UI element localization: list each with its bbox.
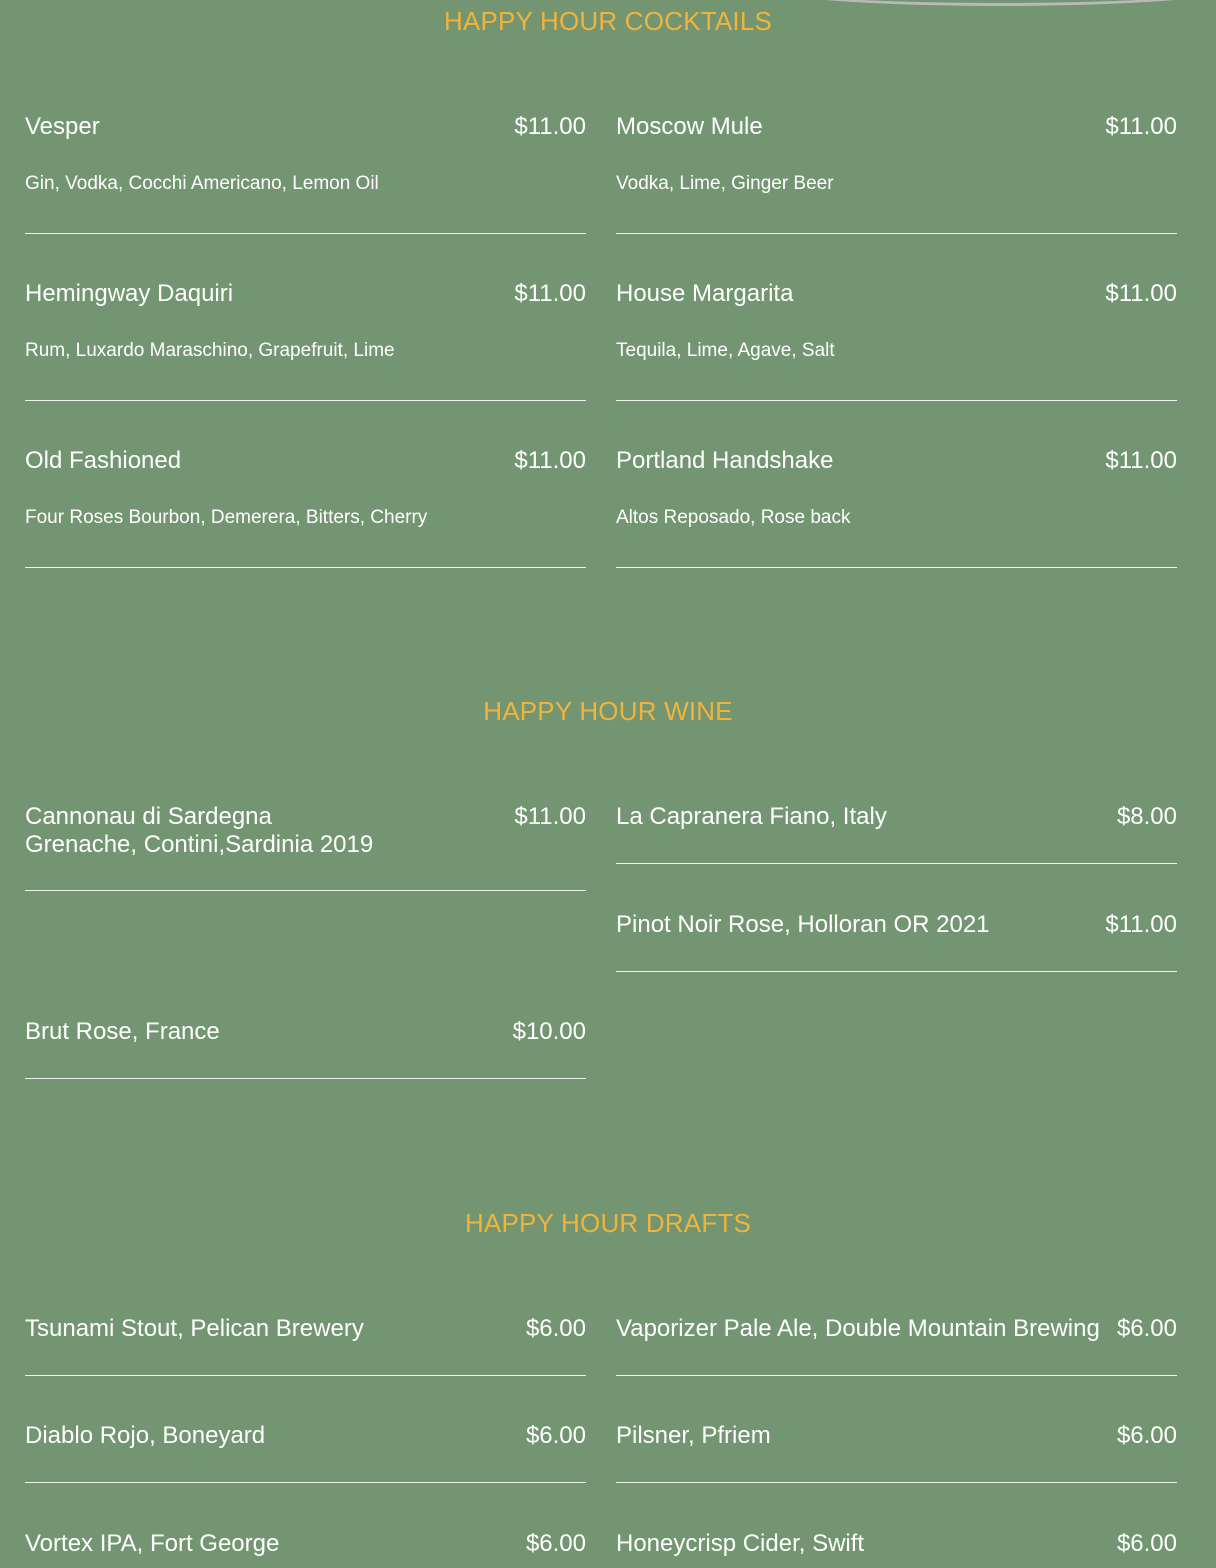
menu-item-honeycrisp-cider bbox=[616, 1530, 1177, 1568]
item-price: $6.00 bbox=[1116, 1422, 1177, 1449]
menu-item-moscow-mule bbox=[616, 113, 1177, 234]
item-price: $6.00 bbox=[525, 1315, 586, 1342]
menu-item-la-capranera-fiano bbox=[616, 803, 1177, 864]
menu-item-brut-rose bbox=[25, 1018, 586, 1079]
item-name: Old Fashioned bbox=[25, 447, 182, 474]
item-price: $11.00 bbox=[1105, 911, 1177, 938]
item-name: Tsunami Stout, Pelican Brewery bbox=[25, 1315, 364, 1342]
item-name: Pinot Noir Rose, Holloran OR 2021 bbox=[616, 911, 990, 938]
item-price: $6.00 bbox=[1116, 1315, 1177, 1342]
menu-item-hemingway-daquiri bbox=[25, 280, 586, 401]
item-price: $11.00 bbox=[514, 113, 586, 140]
menu-item-vaporizer-pale-ale bbox=[616, 1315, 1177, 1376]
menu-item-house-margarita bbox=[616, 280, 1177, 401]
item-price: $11.00 bbox=[514, 280, 586, 307]
menu-item-diablo-rojo bbox=[25, 1422, 586, 1483]
item-price: $6.00 bbox=[1116, 1530, 1177, 1557]
item-name: House Margarita bbox=[616, 280, 794, 307]
item-name: Brut Rose, France bbox=[25, 1018, 220, 1045]
item-name: Vaporizer Pale Ale, Double Mountain Brewing bbox=[616, 1315, 1100, 1342]
item-name: Cannonau di Sardegna Grenache, Contini,Sardinia 2019 bbox=[25, 803, 374, 858]
item-description: Vodka, Lime, Ginger Beer bbox=[616, 173, 834, 194]
item-name: Portland Handshake bbox=[616, 447, 834, 474]
item-name: Diablo Rojo, Boneyard bbox=[25, 1422, 266, 1449]
item-name: Vesper bbox=[25, 113, 100, 140]
menu-item-pilsner bbox=[616, 1422, 1177, 1483]
menu-item-portland-handshake bbox=[616, 447, 1177, 568]
item-price: $11.00 bbox=[514, 803, 586, 830]
item-price: $8.00 bbox=[1116, 803, 1177, 830]
item-name: La Capranera Fiano, Italy bbox=[616, 803, 887, 830]
item-price: $11.00 bbox=[514, 447, 586, 474]
item-description: Tequila, Lime, Agave, Salt bbox=[616, 340, 835, 361]
item-description: Rum, Luxardo Maraschino, Grapefruit, Lime bbox=[25, 340, 395, 361]
wine-section-title: HAPPY HOUR WINE bbox=[483, 696, 733, 726]
item-description: Altos Reposado, Rose back bbox=[616, 507, 851, 528]
item-price: $10.00 bbox=[512, 1018, 586, 1045]
menu-item-tsunami-stout bbox=[25, 1315, 586, 1376]
menu-item-cannonau-grenache bbox=[25, 803, 586, 891]
menu-item-vortex-ipa bbox=[25, 1530, 586, 1568]
cocktails-section-title: HAPPY HOUR COCKTAILS bbox=[443, 6, 773, 36]
item-description: Four Roses Bourbon, Demerera, Bitters, Cherry bbox=[25, 507, 428, 528]
item-price: $11.00 bbox=[1105, 447, 1177, 474]
item-price: $11.00 bbox=[1105, 113, 1177, 140]
menu-item-old-fashioned bbox=[25, 447, 586, 568]
item-description: Gin, Vodka, Cocchi Americano, Lemon Oil bbox=[25, 173, 379, 194]
item-name: Pilsner, Pfriem bbox=[616, 1422, 771, 1449]
item-price: $6.00 bbox=[525, 1422, 586, 1449]
menu-item-pinot-noir-rose bbox=[616, 911, 1177, 972]
drafts-section-title: HAPPY HOUR DRAFTS bbox=[464, 1208, 752, 1238]
item-price: $6.00 bbox=[525, 1530, 586, 1557]
item-name: Honeycrisp Cider, Swift bbox=[616, 1530, 865, 1557]
item-name: Moscow Mule bbox=[616, 113, 763, 140]
menu-item-vesper bbox=[25, 113, 586, 234]
item-name: Hemingway Daquiri bbox=[25, 280, 234, 307]
item-name: Vortex IPA, Fort George bbox=[25, 1530, 280, 1557]
item-price: $11.00 bbox=[1105, 280, 1177, 307]
